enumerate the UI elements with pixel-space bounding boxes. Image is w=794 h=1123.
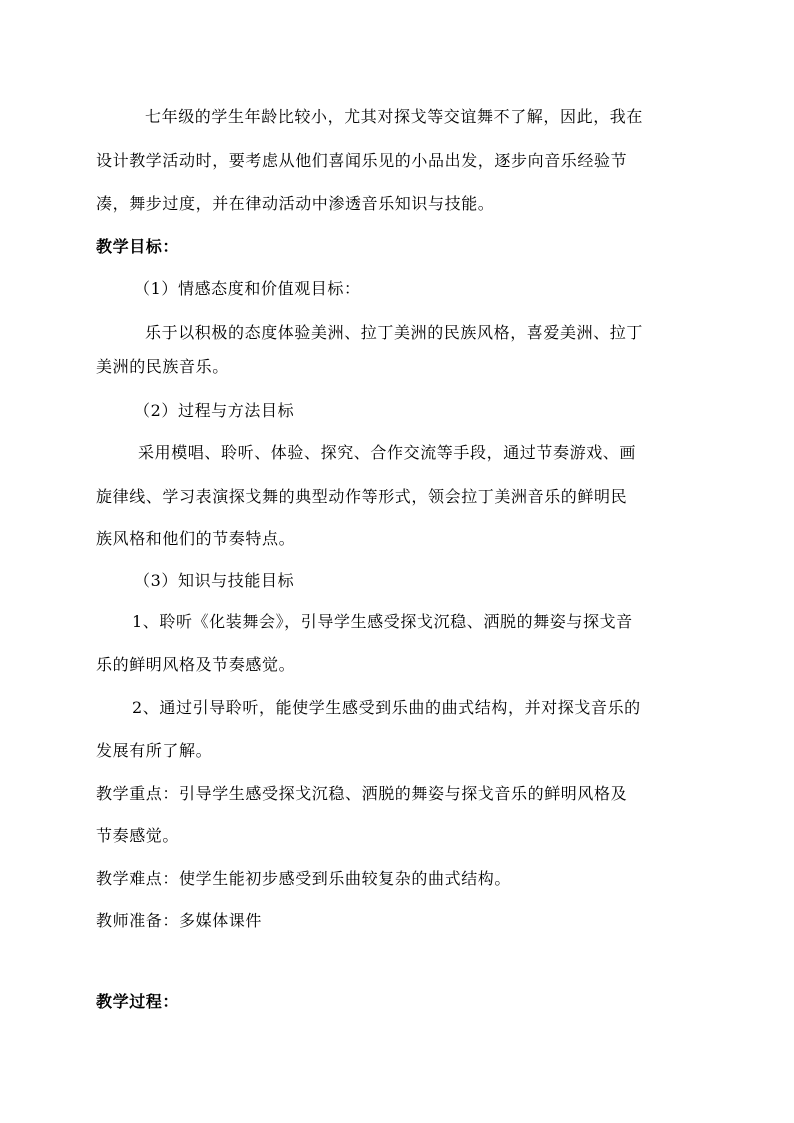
objective-1-line-2: 美洲的民族音乐。 bbox=[96, 357, 229, 376]
intro-line-3: 凑，舞步过度，并在律动活动中渗透音乐知识与技能。 bbox=[96, 194, 495, 213]
key-points-line-1: 教学重点：引导学生感受探戈沉稳、洒脱的舞姿与探戈音乐的鲜明风格及 bbox=[96, 784, 628, 803]
objective-3-item-2-line-1: 2、通过引导聆听，能使学生感受到乐曲的曲式结构，并对探戈音乐的 bbox=[132, 698, 641, 717]
difficult-points: 教学难点：使学生能初步感受到乐曲较复杂的曲式结构。 bbox=[96, 869, 512, 888]
objective-2-line-2: 旋律线、学习表演探戈舞的典型动作等形式，领会拉丁美洲音乐的鲜明民 bbox=[96, 487, 628, 506]
objective-2-heading: （2）过程与方法目标 bbox=[134, 401, 295, 420]
intro-line-2: 设计教学活动时，要考虑从他们喜闻乐见的小品出发，逐步向音乐经验节 bbox=[96, 151, 628, 170]
objective-1-heading: （1）情感态度和价值观目标： bbox=[134, 279, 361, 298]
key-points-line-2: 节奏感觉。 bbox=[96, 826, 180, 845]
process-heading: 教学过程： bbox=[96, 992, 180, 1011]
objective-3-heading: （3）知识与技能目标 bbox=[134, 571, 295, 590]
teacher-prep: 教师准备：多媒体课件 bbox=[96, 911, 263, 930]
objective-2-line-3: 族风格和他们的节奏特点。 bbox=[96, 529, 296, 548]
objectives-heading: 教学目标： bbox=[96, 237, 180, 256]
objective-2-line-1: 采用模唱、聆听、体验、探究、合作交流等手段，通过节奏游戏、画 bbox=[138, 443, 637, 462]
intro-line-1: 七年级的学生年龄比较小，尤其对探戈等交谊舞不了解，因此，我在 bbox=[145, 107, 644, 126]
objective-3-item-1-line-1: 1、聆听《化装舞会》，引导学生感受探戈沉稳、洒脱的舞姿与探戈音 bbox=[132, 612, 633, 631]
objective-1-line-1: 乐于以积极的态度体验美洲、拉丁美洲的民族风格，喜爱美洲、拉丁 bbox=[145, 323, 644, 342]
objective-3-item-2-line-2: 发展有所了解。 bbox=[96, 741, 213, 760]
objective-3-item-1-line-2: 乐的鲜明风格及节奏感觉。 bbox=[96, 655, 296, 674]
